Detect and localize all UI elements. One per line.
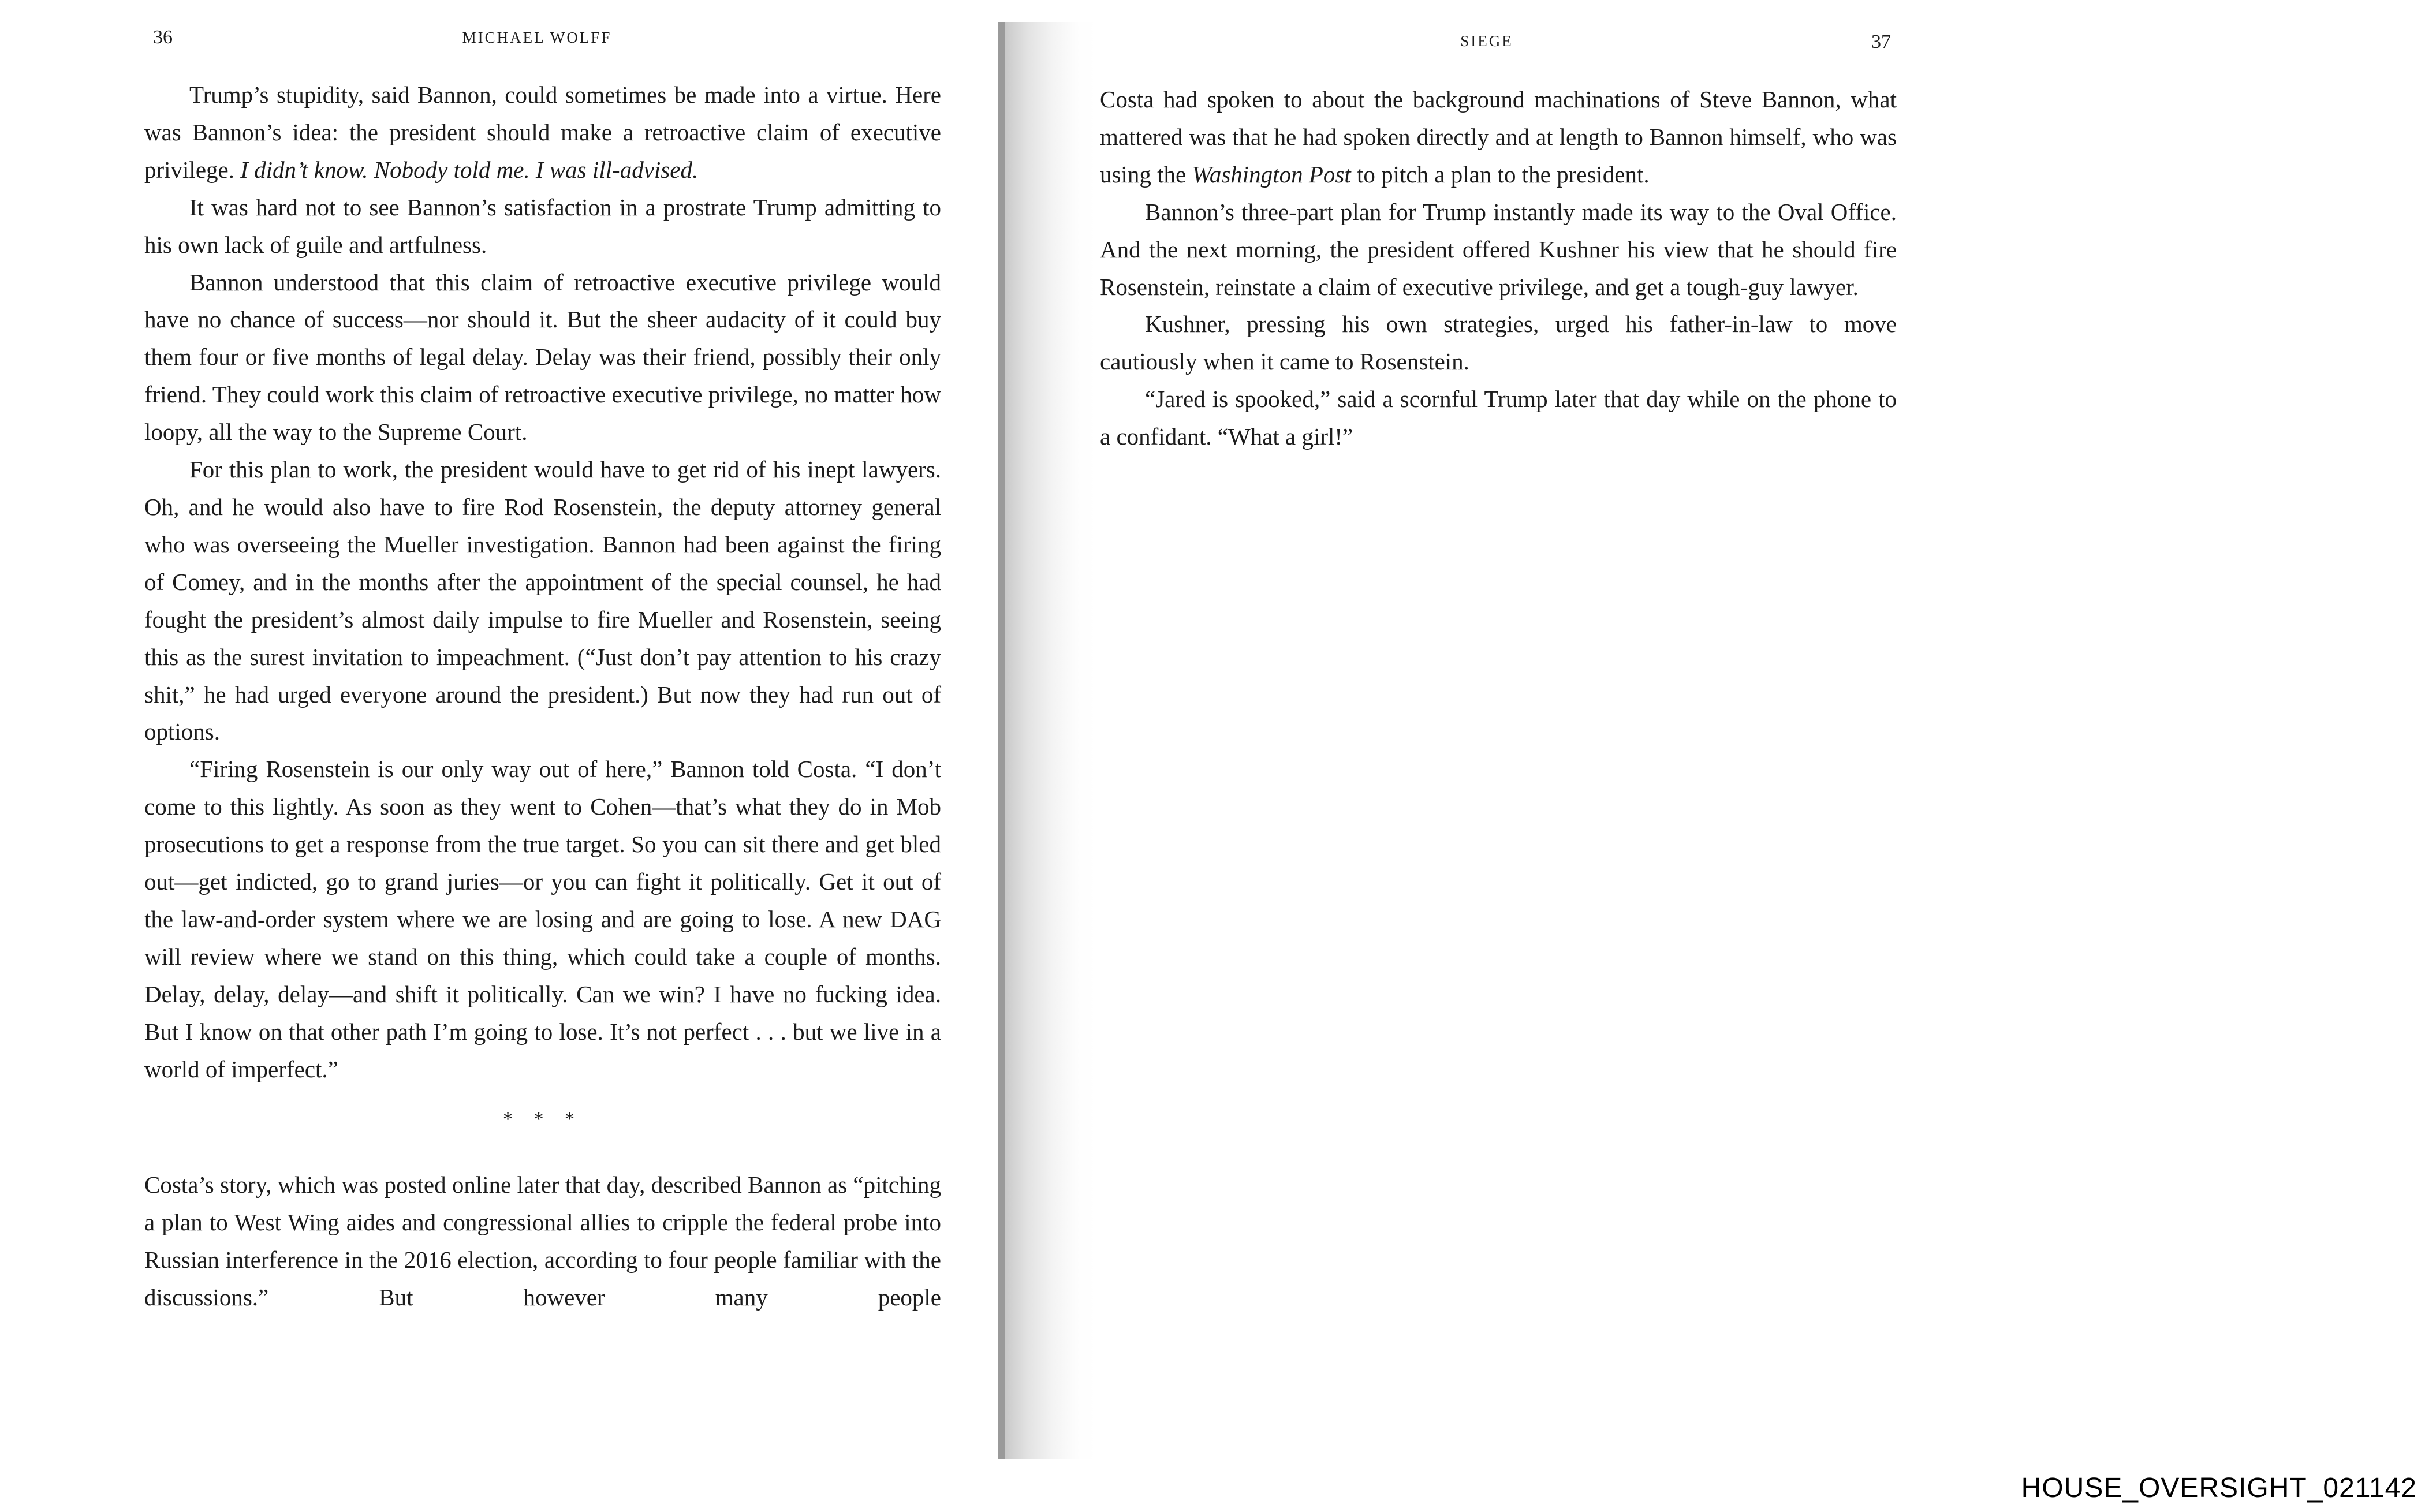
italic-quote: I didn’t know. Nobody told me. I was ill-advised. [240,156,699,183]
paragraph-text: Trump’s stupidity, said Bannon, could sometimes be made into a virtue. Here was Bannon’s idea: the president should make a retroactive claim of executive privilege. [144,81,941,183]
paragraph: Kushner, pressing his own strategies, urged his father-in-law to move cautiously when it came to Rosenstein. [1100,311,1897,375]
right-running-head [1100,27,1897,61]
left-page-number: 36 [153,27,173,48]
paragraph-text: Costa had spoken to about the background machinations of Steve Bannon, what mattered was that he had spoken directly and at length to Bannon himself, who was using the [1100,86,1897,188]
paragraph [1100,81,1897,193]
paragraph: Costa’s story, which was posted online later that day, described Bannon as “pitching a plan to West Wing aides and congressional allies to cripple the federal probe into Russian interference in the 2016 election, according to four people familiar with the discussions.” But however many people [144,1171,941,1311]
book-gutter-shadow [998,22,1096,1459]
paragraph: Bannon understood that this claim of retroactive executive privilege would have no chance of success—nor should it. But the sheer audacity of it could buy them four or five months of legal delay. Delay was their friend, possibly their only friend. They could work this claim of retroactive executive privilege, no matter how loopy, all the way to the Supreme Court. [144,268,941,446]
paragraph-text: to pitch a plan to the president. [1350,160,1650,188]
paragraph: Bannon’s three-part plan for Trump instantly made its way to the Oval Office. And the next morning, the president offered Kushner his view that he should fire Rosenstein, reinstate a claim of executive privilege, and get a tough-guy lawyer. [1100,198,1897,300]
bates-number: HOUSE_OVERSIGHT_021142 [2021,1473,2417,1503]
italic-title: Washington Post [1192,160,1351,188]
section-break: * * * [503,1108,583,1130]
paragraph: It was hard not to see Bannon’s satisfaction in a prostrate Trump admitting to his own lack of guile and artfulness. [144,193,941,258]
paragraph [144,76,941,189]
paragraph: For this plan to work, the president would have to get rid of his inept lawyers. Oh, and he would also have to fire Rod Rosenstein, the deputy attorney general who was overseeing the Mueller investigation. Bannon had been against the firing of Comey, and in the months after the appointment of the special counsel, he had fought the president’s almost daily impulse to fire Mueller and Rosenstein, seeing this as the surest invitation to impeachment. (“Just don’t pay attention to his crazy shit,” he had urged everyone around the president.) But now they had run out of options. [144,456,941,745]
right-running-title: SIEGE [1460,32,1513,50]
book-gutter-edge [998,22,1005,1459]
right-page-number: 37 [1871,31,1891,53]
left-running-title: MICHAEL WOLFF [462,29,612,46]
paragraph: “Firing Rosenstein is our only way out of here,” Bannon told Costa. “I don’t come to this lightly. As soon as they went to Cohen—that’s what they do in Mob prosecutions to get a response from the true target. So you can sit there and get bled out—get indicted, go to grand juries—or you can fight it politically. Get it out of the law-and-order system where we are losing and are going to lose. A new DAG will review where we stand on this thing, which could take a couple of months. Delay, delay, delay—and shift it politically. Can we win? I have no fucking idea. But I know on that other path I’m going to lose. It’s not perfect . . . but we live in a world of imperfect.” [144,756,941,1082]
paragraph: “Jared is spooked,” said a scornful Trump later that day while on the phone to a confidant. “What a girl!” [1100,386,1897,450]
right-page-body [1100,81,1897,456]
left-page-body [144,76,941,1316]
left-running-head [133,27,941,61]
